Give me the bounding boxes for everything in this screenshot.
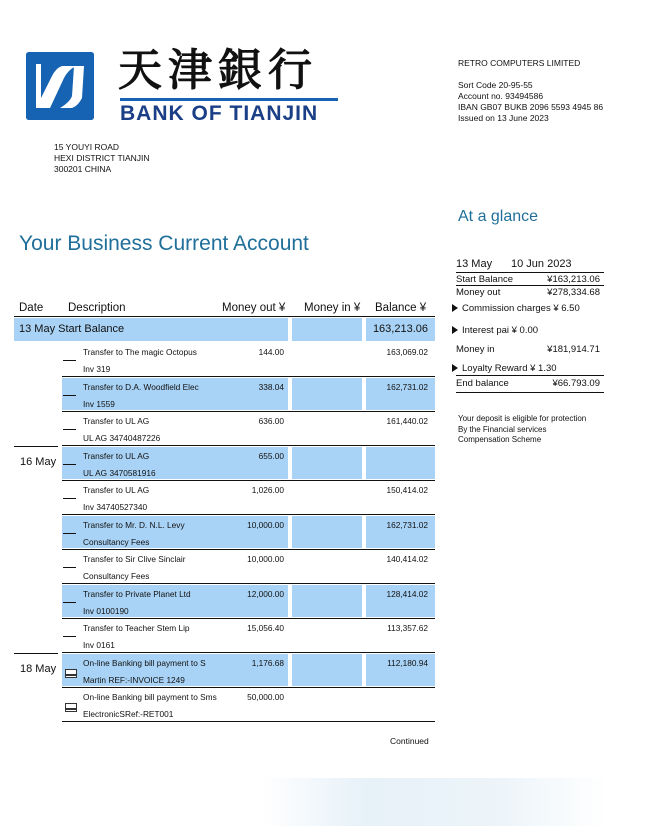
money-out-amount: 1,026.00 xyxy=(251,485,284,495)
row-marker xyxy=(63,360,76,361)
balance-amount: 113,357.62 xyxy=(387,623,428,633)
row-divider xyxy=(62,687,435,688)
money-in-label: Money in xyxy=(456,344,495,355)
transaction-reference: Inv 319 xyxy=(83,364,111,374)
transaction-description: Transfer to UL AG xyxy=(83,485,150,495)
row-divider xyxy=(62,549,435,550)
money-out-amount: 12,000.00 xyxy=(247,588,284,599)
card-icon xyxy=(65,669,77,678)
glance-period xyxy=(456,258,604,270)
glance-divider xyxy=(456,272,604,273)
money-out-label: Money out xyxy=(456,287,501,298)
balance-amount: 163,069.02 xyxy=(386,347,428,357)
glance-divider xyxy=(456,375,604,376)
money-out-amount: 655.00 xyxy=(258,450,284,461)
glance-interest: Interest pai ¥ 0.00 xyxy=(452,325,600,336)
balance-amount: 150,414.02 xyxy=(386,485,428,495)
balance-amount: 162,731.02 xyxy=(386,519,428,530)
row-band xyxy=(292,654,362,687)
header-divider xyxy=(14,316,435,317)
transaction-reference: Inv 1559 xyxy=(83,398,115,409)
bank-name-english: BANK OF TIANJIN xyxy=(120,102,319,125)
money-out-amount: 1,176.68 xyxy=(251,657,284,668)
row-marker xyxy=(63,636,76,637)
balance-amount: 112,180.94 xyxy=(387,657,428,668)
transaction-description: On-line Banking bill payment to Sms xyxy=(83,692,217,702)
row-marker xyxy=(63,602,76,603)
end-balance-value: ¥66.793.09 xyxy=(552,378,600,389)
sort-code: Sort Code 20-95-55 xyxy=(458,80,533,90)
glance-end-balance xyxy=(456,378,604,389)
company-details xyxy=(458,80,603,124)
row-divider xyxy=(62,480,435,481)
start-balance-value: 163,213.06 xyxy=(372,323,428,335)
row-divider xyxy=(62,618,435,619)
end-balance-label: End balance xyxy=(456,378,509,389)
bank-logo-icon xyxy=(26,52,94,120)
glance-money-out xyxy=(456,287,604,298)
transaction-description: Transfer to Teacher Stem Lip xyxy=(83,623,190,633)
row-marker xyxy=(63,498,76,499)
transaction-reference: UL AG 3470581916 xyxy=(83,467,156,478)
bank-name-chinese: 天津銀行 xyxy=(118,45,318,96)
transaction-description: Transfer to D.A. Woodfield Elec xyxy=(83,381,199,392)
header-description: Description xyxy=(68,302,126,314)
row-band xyxy=(292,516,362,549)
glance-divider xyxy=(456,392,604,393)
header-date: Date xyxy=(19,302,44,314)
transaction-description: Transfer to Mr. D. N.L. Levy xyxy=(83,519,185,530)
glance-loyalty: Loyalty Reward ¥ 1.30 xyxy=(452,363,600,374)
continued-label: Continued xyxy=(390,736,429,746)
row-band xyxy=(292,447,362,480)
triangle-bullet-icon xyxy=(452,326,458,334)
transaction-reference: Inv 34740527340 xyxy=(83,502,148,512)
glance-money-in xyxy=(456,344,604,355)
money-out-amount: 50,000.00 xyxy=(247,692,284,702)
start-balance-band xyxy=(292,318,362,341)
group-divider xyxy=(14,653,58,654)
logo-divider xyxy=(120,98,338,101)
money-out-amount: 10,000.00 xyxy=(247,519,284,530)
period-end: 10 Jun 2023 xyxy=(511,258,572,270)
card-icon xyxy=(65,703,77,712)
group-divider xyxy=(14,446,58,447)
row-marker xyxy=(63,429,76,430)
glance-commission: Commission charges ¥ 6.50 xyxy=(452,303,600,314)
money-out-amount: 144.00 xyxy=(258,347,284,357)
date-label: 18 May xyxy=(20,662,57,675)
period-start: 13 May xyxy=(456,258,493,270)
transaction-reference: Inv 0100190 xyxy=(83,605,129,616)
money-out-value: ¥278,334.68 xyxy=(547,287,600,298)
account-number: Account no. 93494586 xyxy=(458,91,544,101)
transaction-description: On-line Banking bill payment to S xyxy=(83,657,206,668)
transaction-reference: Consultancy Fees xyxy=(83,536,150,547)
account-title: Your Business Current Account xyxy=(19,232,309,255)
row-marker xyxy=(63,567,76,568)
bank-address xyxy=(54,142,150,175)
iban: IBAN GB07 BUKB 2096 5593 4945 86 xyxy=(458,102,604,112)
address-line: 300201 CHINA xyxy=(54,164,112,174)
transaction-description: Transfer to The magic Octopus xyxy=(83,347,197,357)
money-out-amount: 338.04 xyxy=(258,381,284,392)
transaction-reference: UL AG 34740487226 xyxy=(83,433,161,443)
triangle-bullet-icon xyxy=(452,364,458,372)
transaction-description: Transfer to UL AG xyxy=(83,450,150,461)
balance-amount: 161,440.02 xyxy=(386,416,428,426)
row-band xyxy=(366,447,435,480)
money-in-value: ¥181,914.71 xyxy=(547,344,600,355)
deposit-protection-note: Your deposit is eligible for protection By the Financial services Compensation Scheme xyxy=(458,414,587,444)
balance-amount: 140,414.02 xyxy=(386,554,428,564)
row-band xyxy=(292,585,362,618)
transaction-reference: Consultancy Fees xyxy=(83,571,150,581)
transaction-reference: Martin REF:-INVOICE 1249 xyxy=(83,674,185,685)
header-balance: Balance ¥ xyxy=(375,302,427,314)
row-marker xyxy=(63,533,76,534)
start-balance-value: ¥163,213.06 xyxy=(547,274,600,285)
header-money-in: Money in ¥ xyxy=(304,302,361,314)
start-balance-label: Start Balance xyxy=(456,274,514,285)
glance-title: At a glance xyxy=(458,208,539,225)
money-out-amount: 15,056.40 xyxy=(247,623,284,633)
money-out-amount: 636.00 xyxy=(258,416,284,426)
balance-amount: 128,414.02 xyxy=(386,588,428,599)
transaction-description: Transfer to Sir Clive Sinclair xyxy=(83,554,186,564)
transaction-description: Transfer to UL AG xyxy=(83,416,150,426)
row-divider xyxy=(62,411,435,412)
row-band xyxy=(292,378,362,411)
row-marker xyxy=(63,464,76,465)
glance-divider xyxy=(456,285,604,286)
start-balance-label: 13 May Start Balance xyxy=(19,323,125,335)
address-line: 15 YOUYI ROAD xyxy=(54,142,120,152)
date-label: 16 May xyxy=(20,455,57,468)
company-name: RETRO COMPUTERS LIMITED xyxy=(458,58,581,68)
address-line: HEXI DISTRICT TIANJIN xyxy=(54,153,150,163)
transaction-reference: Inv 0161 xyxy=(83,640,115,650)
money-out-amount: 10,000.00 xyxy=(247,554,284,564)
transaction-description: Transfer to Private Planet Ltd xyxy=(83,588,191,599)
header-money-out: Money out ¥ xyxy=(222,302,286,314)
transaction-reference: ElectronicSRef:-RET001 xyxy=(83,709,174,719)
balance-amount: 162,731.02 xyxy=(386,381,428,392)
glance-start-balance xyxy=(456,274,604,285)
issue-date: Issued on 13 June 2023 xyxy=(458,113,549,123)
triangle-bullet-icon xyxy=(452,304,458,312)
watermark xyxy=(262,778,607,826)
row-marker xyxy=(63,395,76,396)
row-divider xyxy=(62,721,435,722)
